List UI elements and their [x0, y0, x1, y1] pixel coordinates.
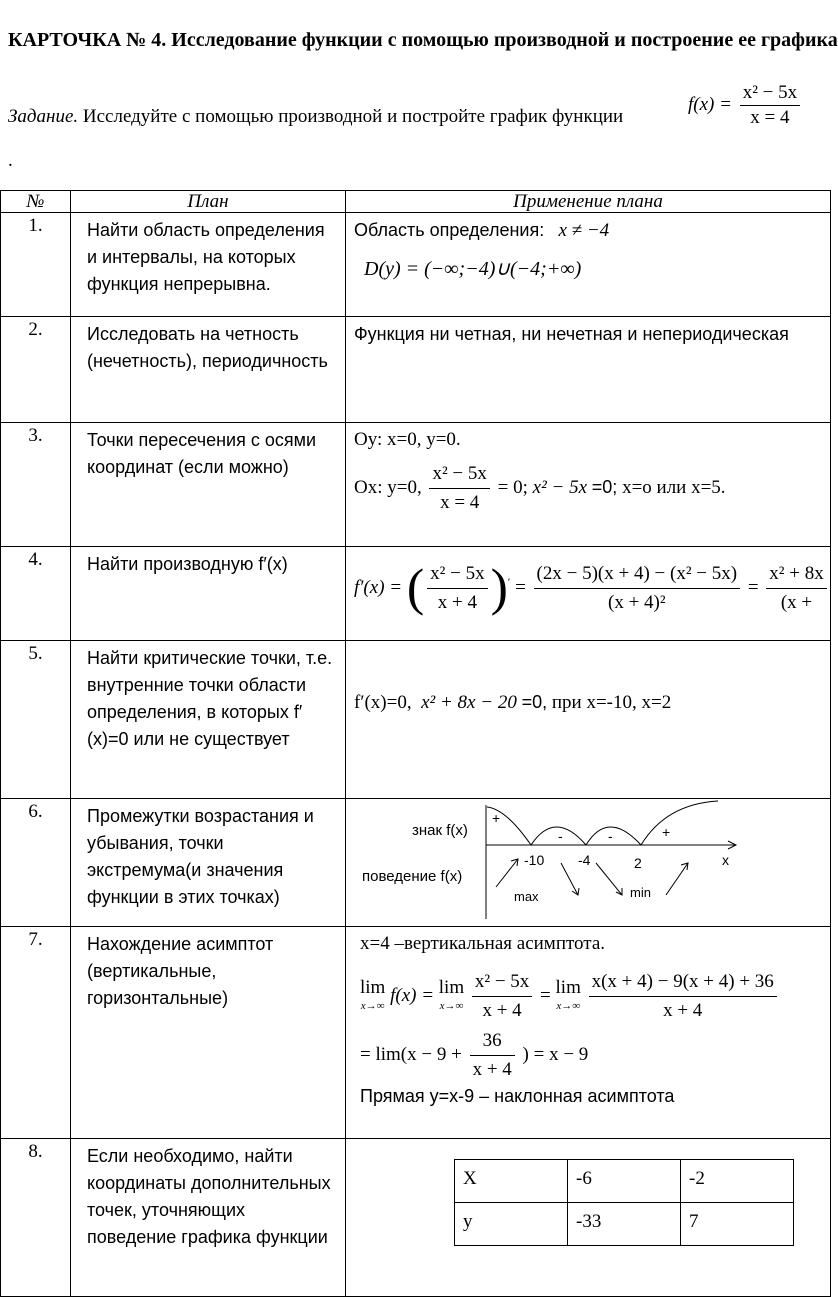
- row-application: Оу: х=0, у=0. Ох: у=0, $\frac{\text{x² − 5x}}{x = 4}$ = 0; x² − 5x =0; х=о или х=5.: [346, 423, 831, 547]
- decrease-arrow: [596, 863, 622, 895]
- row-number: 8.: [1, 1139, 71, 1297]
- tick-label: -10: [524, 852, 545, 868]
- task-text: Исследуйте с помощью производной и постройте график функции: [78, 106, 624, 127]
- header-number: №: [1, 191, 71, 213]
- task-statement: [8, 106, 623, 128]
- row-application: х=4 –вертикальная асимптота. lim x→∞ f(x) = lim x→∞ $\frac{\text{x² − 5x}}{x + 4}$ = lim x→∞ $\frac{x(x + 4) - 9(x + 4) + 36}{x + 4}$ = lim(x − 9 + $\frac{36}{x + 4}$ ) = x − 9 Прямая у=х-9 – наклонная асимптота: [346, 927, 831, 1139]
- row-application: Функция ни четная, ни нечетная и непериодическая: [346, 317, 831, 423]
- sign-minus: -: [558, 828, 563, 844]
- row-number: 3.: [1, 423, 71, 547]
- table-row: [1, 641, 831, 799]
- header-plan: План: [71, 191, 346, 213]
- sign-diagram: [346, 799, 746, 925]
- table-row: у -33 7: [455, 1203, 794, 1246]
- table-row: [1, 927, 831, 1139]
- extra-points-table: [454, 1159, 794, 1246]
- table-row: [1, 317, 831, 423]
- row-plan: Найти область определения и интервалы, на которых функция непрерывна.: [71, 213, 346, 317]
- behavior-label: поведение f(x): [362, 868, 463, 885]
- tick-label: -4: [578, 852, 591, 868]
- arrow-head: [572, 888, 579, 895]
- min-label: min: [630, 885, 651, 900]
- limit-line-1: lim x→∞ f(x) = lim x→∞ $\frac{\text{x² − 5x}}{x + 4}$ = lim x→∞ $\frac{x(x + 4) - 9(x + 4) + 36}{x + 4}$: [360, 969, 830, 1024]
- sign-plus: +: [662, 824, 671, 840]
- row-number: 5.: [1, 641, 71, 799]
- row-number: 4.: [1, 547, 71, 641]
- table-row: [1, 1139, 831, 1297]
- task-dot: .: [8, 150, 13, 171]
- increase-arrow: [666, 863, 688, 895]
- max-label: max: [514, 889, 539, 904]
- row-plan: Найти производную f′(x): [71, 547, 346, 641]
- table-row: [1, 547, 831, 641]
- row-number: 1.: [1, 213, 71, 317]
- task-numerator: x² − 5x: [740, 82, 800, 106]
- table-row: [1, 799, 831, 927]
- task-denominator: x = 4: [750, 107, 790, 128]
- row-application: [346, 799, 831, 927]
- table-header-row: [1, 191, 831, 213]
- row-number: 2.: [1, 317, 71, 423]
- row-application: Область определения: x ≠ −4 D(y) = (−∞;−4)∪(−4;+∞): [346, 213, 831, 317]
- task-function-formula: f(x) = $\frac{\text{x² − 5x}}{x = 4}$: [688, 82, 803, 129]
- table-row: Х -6 -2: [455, 1160, 794, 1203]
- derivative-formula: f′(x) = ( $\frac{\text{x² − 5x}}{x + 4}$ )′ = $\frac{\text{(2x − 5)(x + 4) − (x² − 5x)}}{\text{(x + 4)²}}$ = $\frac{\text{x² + 8x}}{(x +}$: [354, 561, 830, 616]
- increase-arrow: [496, 859, 518, 887]
- sign-minus: -: [608, 828, 613, 844]
- row-plan: Нахождение асимптот (вертикальные, горизонтальные): [71, 927, 346, 1139]
- task-label: Задание.: [8, 106, 79, 127]
- row-plan: Исследовать на четность (нечетность), периодичность: [71, 317, 346, 423]
- row-number: 6.: [1, 799, 71, 927]
- row-application: f′(x)=0, x² + 8x − 20 =0, при х=-10, х=2: [346, 641, 831, 799]
- table-row: [1, 213, 831, 317]
- limit-line-2: = lim(x − 9 + $\frac{36}{x + 4}$ ) = x − 9: [360, 1030, 589, 1080]
- sign-plus: +: [492, 810, 501, 826]
- row-number: 7.: [1, 927, 71, 1139]
- sign-arc: [586, 827, 641, 845]
- row-plan: Если необходимо, найти координаты дополнительных точек, уточняющих поведение графика функции: [71, 1139, 346, 1297]
- card-title: КАРТОЧКА № 4. Исследование функции с помощью производной и построение ее графика: [8, 29, 838, 51]
- sign-label: знак f(x): [412, 822, 468, 839]
- table-row: [1, 423, 831, 547]
- row-plan: Точки пересечения с осями координат (если можно): [71, 423, 346, 547]
- decrease-arrow: [561, 863, 578, 895]
- row-application: [346, 1139, 831, 1297]
- axis-label: x: [722, 852, 729, 868]
- header-application: Применение плана: [346, 191, 831, 213]
- row-plan: Промежутки возрастания и убывания, точки экстремума(и значения функции в этих точках): [71, 799, 346, 927]
- plan-table: [0, 190, 831, 1297]
- row-application: [346, 547, 831, 641]
- sign-arc: [641, 801, 718, 845]
- tick-label: 2: [634, 855, 642, 871]
- row-plan: Найти критические точки, т.е. внутренние точки области определения, в которых f′(x)=0 или не существует: [71, 641, 346, 799]
- domain-set: D(y) = (−∞;−4)∪(−4;+∞): [364, 258, 582, 280]
